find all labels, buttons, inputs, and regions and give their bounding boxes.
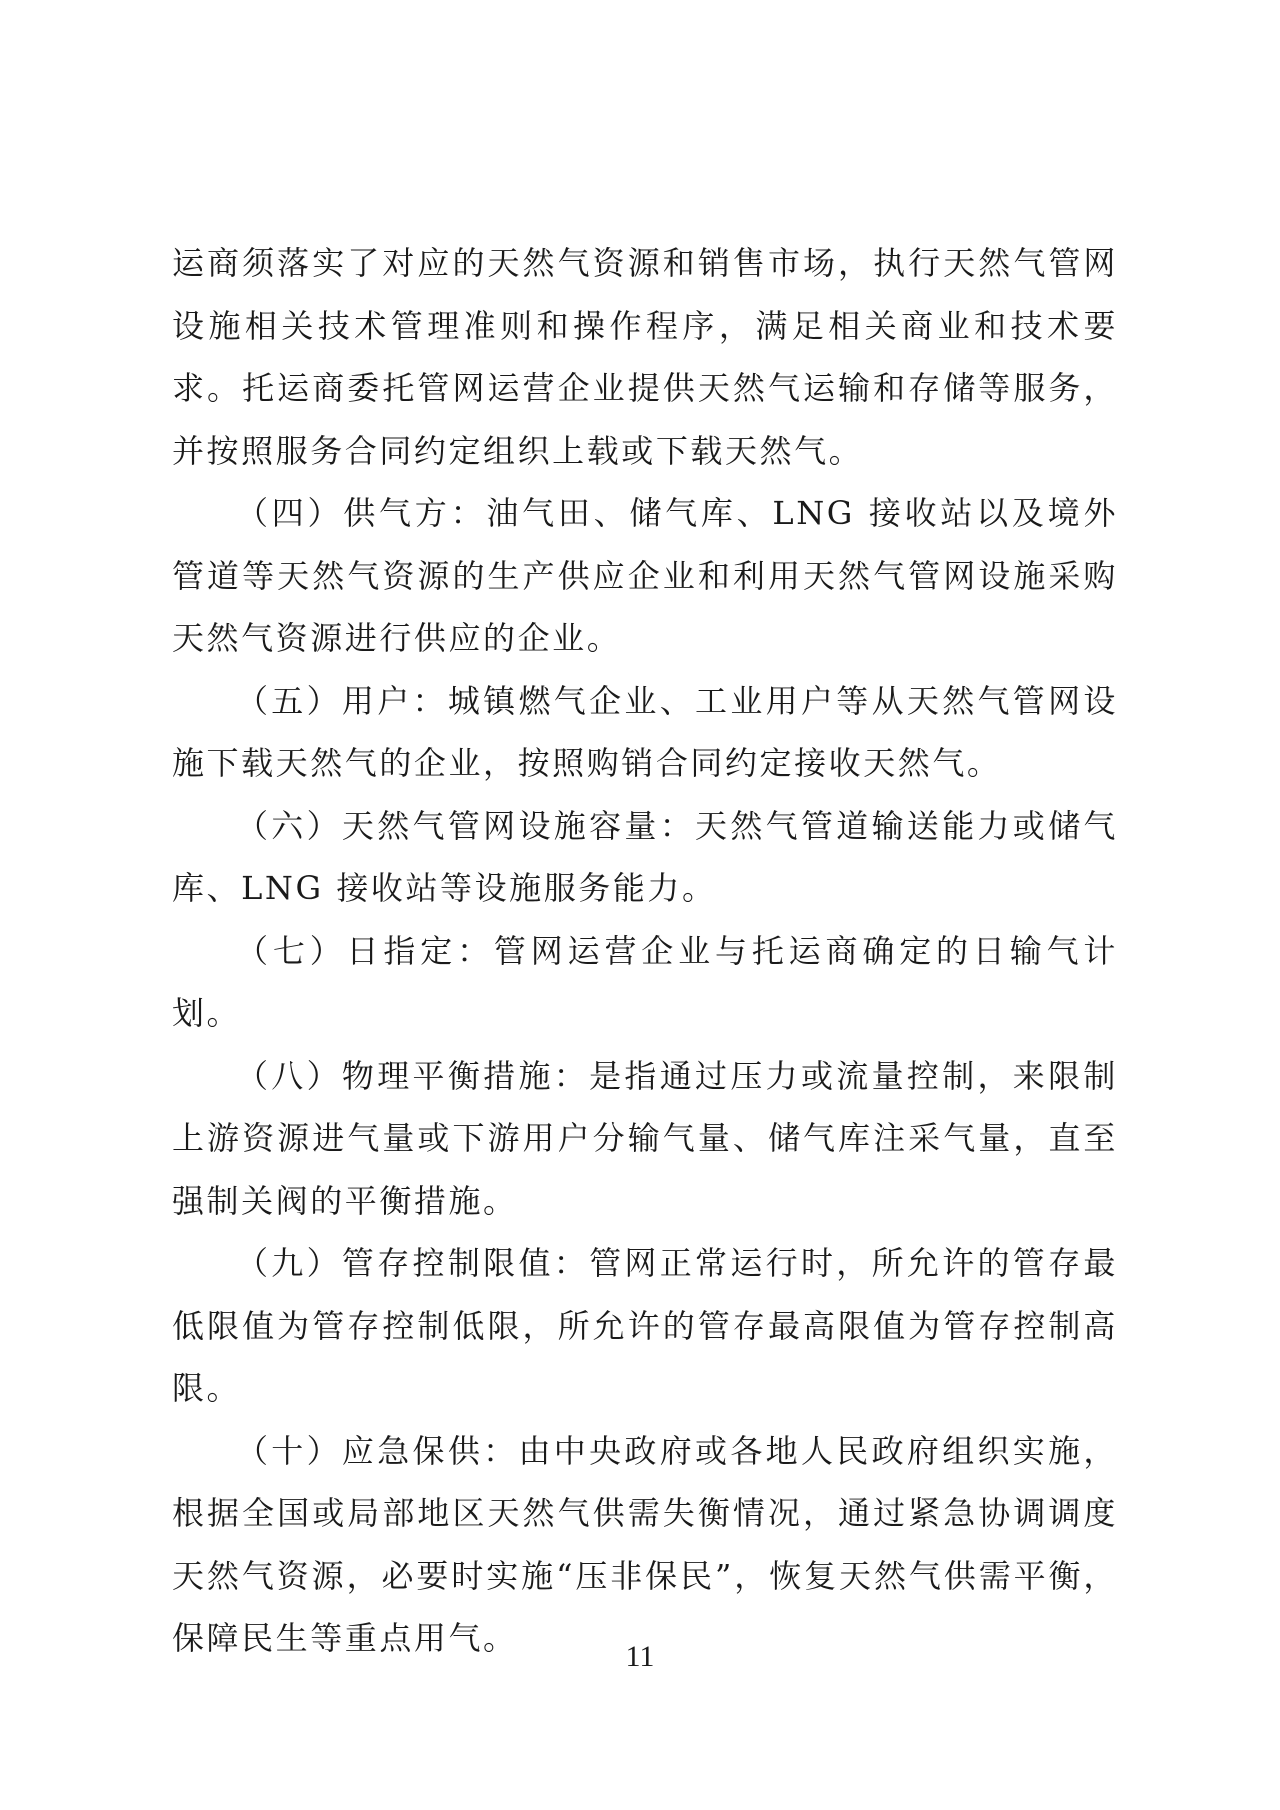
paragraph-physical-balancing: （八）物理平衡措施：是指通过压力或流量控制，来限制上游资源进气量或下游用户分输气量、储气库注采气量，直至强制关阀的平衡措施。 [172,1056,1118,1220]
paragraph-emergency-supply: （十）应急保供：由中央政府或各地人民政府组织实施，根据全国或局部地区天然气供需失衡情况，通过紧急协调调度天然气资源，必要时实施“压非保民”，恢复天然气供需平衡，保障民生等重点用气。 [172,1431,1118,1657]
paragraph-linepack-limits: （九）管存控制限值：管网正常运行时，所允许的管存最低限值为管存控制低限，所允许的管存最高限值为管存控制高限。 [172,1244,1118,1407]
paragraph-daily-nomination: （七）日指定：管网运营企业与托运商确定的日输气计划。 [172,931,1118,1032]
paragraph-continuation: 运商须落实了对应的天然气资源和销售市场，执行天然气管网设施相关技术管理准则和操作程序，满足相关商业和技术要求。托运商委托管网运营企业提供天然气运输和存储等服务，并按照服务合同约定组织上载或下载天然气。 [172,244,1118,470]
paragraph-gas-supplier: （四）供气方：油气田、储气库、LNG 接收站以及境外管道等天然气资源的生产供应企业和利用天然气管网设施采购天然气资源进行供应的企业。 [172,494,1118,657]
page-number: 11 [625,1640,655,1673]
body-text [172,232,1118,1670]
paragraph-facility-capacity: （六）天然气管网设施容量：天然气管道输送能力或储气库、LNG 接收站等设施服务能力。 [172,806,1118,907]
paragraph-user: （五）用户：城镇燃气企业、工业用户等从天然气管网设施下载天然气的企业，按照购销合同约定接收天然气。 [172,681,1118,782]
